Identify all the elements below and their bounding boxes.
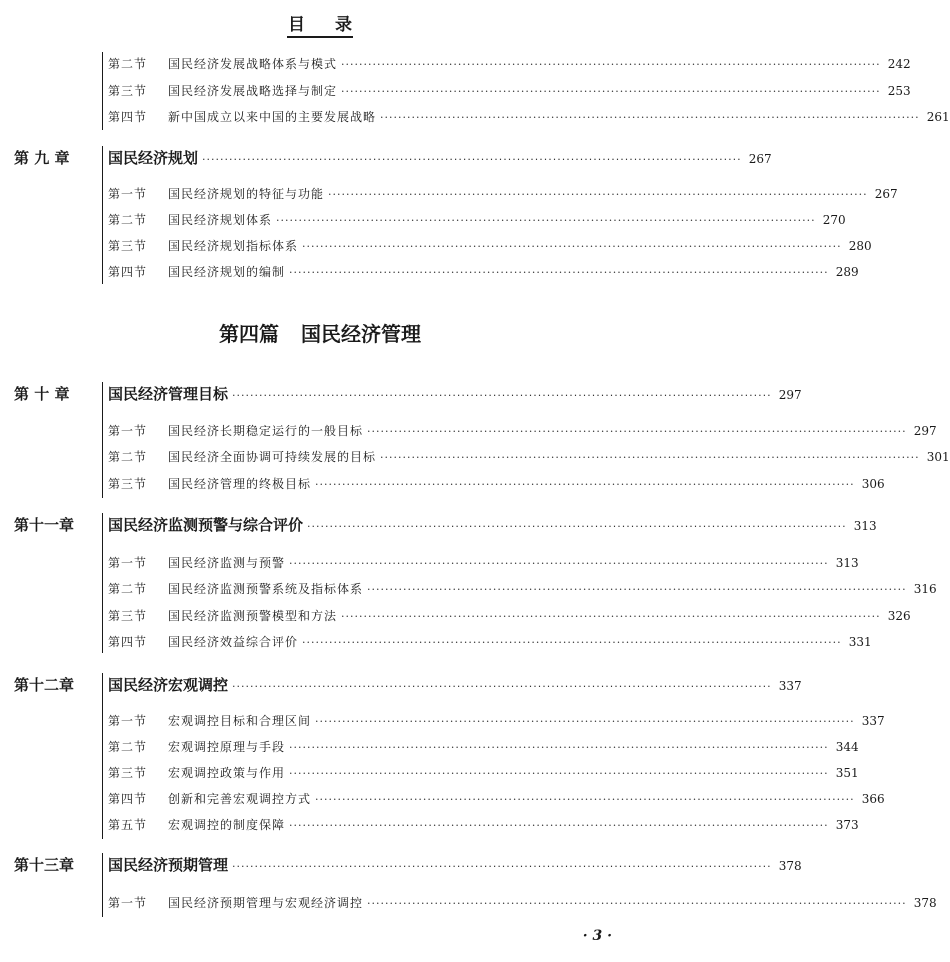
toc-section-row[interactable]: [108, 54, 911, 75]
dot-leader: ························································································································: [232, 860, 772, 873]
toc-chapter-row[interactable]: [108, 148, 772, 170]
chapter-label: 第十二章: [14, 676, 75, 694]
section-number: 第二节: [108, 450, 148, 464]
dot-leader: ························································································································: [380, 111, 920, 124]
dot-leader: ························································································································: [328, 188, 868, 201]
section-title: 国民经济发展战略选择与制定: [168, 84, 338, 98]
toc-chapter-block: [14, 673, 885, 839]
dot-leader: ························································································································: [315, 478, 855, 491]
section-number: 第二节: [108, 57, 148, 71]
section-number: 第四节: [108, 110, 148, 124]
chapter-label: 第 十 章: [14, 385, 70, 403]
dot-leader: ························································································································: [367, 583, 907, 596]
section-title: 国民经济监测与预警: [168, 556, 286, 570]
page-number: 306: [861, 477, 885, 491]
toc-section-row[interactable]: [108, 893, 937, 914]
chapter-label: 第 九 章: [14, 149, 70, 167]
dot-leader: ························································································································: [341, 85, 881, 98]
toc-chapter-row[interactable]: [108, 384, 802, 406]
section-title: 创新和完善宏观调控方式: [168, 792, 312, 806]
page-number: 301: [926, 450, 950, 464]
section-number: 第五节: [108, 818, 148, 832]
toc-section-row[interactable]: [108, 81, 911, 102]
toc-chapter-row[interactable]: [108, 515, 877, 537]
dot-leader: ························································································································: [302, 636, 842, 649]
section-title: 国民经济长期稳定运行的一般目标: [168, 424, 364, 438]
section-number: 第一节: [108, 896, 148, 910]
dot-leader: ························································································································: [289, 557, 829, 570]
page-number: 378: [913, 896, 937, 910]
toc-section-row[interactable]: [108, 236, 872, 257]
section-title: 国民经济管理的终极目标: [168, 477, 312, 491]
section-number: 第三节: [108, 766, 148, 780]
section-number: 第四节: [108, 792, 148, 806]
page-number: 267: [874, 187, 898, 201]
dot-leader: ························································································································: [307, 520, 847, 533]
chapter-label: 第十一章: [14, 516, 75, 534]
chapter-title: 国民经济管理目标: [108, 385, 229, 403]
dot-leader: ························································································································: [289, 266, 829, 279]
toc-section-row[interactable]: [108, 184, 898, 205]
toc-section-row[interactable]: [108, 632, 872, 653]
toc-chapter-block: [14, 146, 898, 286]
page-number: 326: [887, 609, 911, 623]
section-number: 第三节: [108, 477, 148, 491]
page-number: 337: [861, 714, 885, 728]
toc-chapter-block: [14, 853, 937, 917]
page-number: 267: [748, 152, 772, 166]
chapter-label: 第十三章: [14, 856, 75, 874]
toc-section-row[interactable]: [108, 711, 885, 732]
header-rule: [287, 36, 353, 38]
page-number: 280: [848, 239, 872, 253]
section-number: 第二节: [108, 213, 148, 227]
section-title: 新中国成立以来中国的主要发展战略: [168, 110, 377, 124]
toc-section-row[interactable]: [108, 737, 859, 758]
toc-section-row[interactable]: [108, 553, 859, 574]
section-title: 宏观调控的制度保障: [168, 818, 286, 832]
header-title-char-1: 目: [288, 15, 305, 35]
page-number: 253: [887, 84, 911, 98]
page-number: 261: [926, 110, 950, 124]
toc-section-row[interactable]: [108, 107, 950, 128]
toc-continued-block: [14, 50, 950, 130]
dot-leader: ························································································································: [315, 715, 855, 728]
toc-vertical-rule: [102, 513, 103, 653]
toc-section-row[interactable]: [108, 763, 859, 784]
page-number: 344: [835, 740, 859, 754]
chapter-title: 国民经济监测预警与综合评价: [108, 516, 304, 534]
page-header: [0, 10, 640, 35]
part-name: 国民经济管理: [301, 322, 421, 346]
dot-leader: ························································································································: [341, 58, 881, 71]
dot-leader: ························································································································: [289, 819, 829, 832]
page-number: 366: [861, 792, 885, 806]
dot-leader: ························································································································: [232, 389, 772, 402]
chapter-title: 国民经济规划: [108, 149, 199, 167]
section-number: 第一节: [108, 187, 148, 201]
dot-leader: ························································································································: [276, 214, 816, 227]
toc-section-row[interactable]: [108, 447, 950, 468]
page-number: 242: [887, 57, 911, 71]
section-number: 第三节: [108, 84, 148, 98]
section-title: 国民经济监测预警系统及指标体系: [168, 582, 364, 596]
toc-vertical-rule: [102, 673, 103, 839]
page-number: 331: [848, 635, 872, 649]
section-title: 国民经济规划的特征与功能: [168, 187, 325, 201]
toc-section-row[interactable]: [108, 606, 911, 627]
page-footer-number: · 3 ·: [582, 928, 612, 944]
page-number: 378: [778, 859, 802, 873]
section-title: 国民经济效益综合评价: [168, 635, 299, 649]
dot-leader: ························································································································: [367, 425, 907, 438]
toc-section-row[interactable]: [108, 579, 937, 600]
header-title-char-2: 录: [335, 15, 352, 35]
section-number: 第二节: [108, 740, 148, 754]
chapter-title: 国民经济预期管理: [108, 856, 229, 874]
section-title: 国民经济发展战略体系与模式: [168, 57, 338, 71]
toc-section-row[interactable]: [108, 262, 859, 283]
dot-leader: ························································································································: [380, 451, 920, 464]
section-title: 国民经济监测预警模型和方法: [168, 609, 338, 623]
toc-section-row[interactable]: [108, 210, 846, 231]
toc-chapter-row[interactable]: [108, 675, 802, 697]
toc-chapter-block: [14, 382, 950, 498]
dot-leader: ························································································································: [367, 897, 907, 910]
section-number: 第四节: [108, 635, 148, 649]
section-title: 宏观调控政策与作用: [168, 766, 286, 780]
section-number: 第二节: [108, 582, 148, 596]
page-number: 313: [853, 519, 877, 533]
page-number: 373: [835, 818, 859, 832]
section-number: 第三节: [108, 609, 148, 623]
section-number: 第一节: [108, 556, 148, 570]
page-number: 313: [835, 556, 859, 570]
page-number: 351: [835, 766, 859, 780]
section-title: 国民经济规划的编制: [168, 265, 286, 279]
toc-vertical-rule: [102, 146, 103, 284]
dot-leader: ························································································································: [202, 153, 742, 166]
dot-leader: ························································································································: [315, 793, 855, 806]
section-title: 国民经济预期管理与宏观经济调控: [168, 896, 364, 910]
toc-section-row[interactable]: [108, 474, 885, 495]
page-number: 337: [778, 679, 802, 693]
dot-leader: ························································································································: [289, 741, 829, 754]
section-number: 第一节: [108, 714, 148, 728]
section-title: 国民经济规划体系: [168, 213, 273, 227]
section-title: 国民经济规划指标体系: [168, 239, 299, 253]
page-number: 270: [822, 213, 846, 227]
part-title: [0, 318, 640, 347]
section-title: 宏观调控原理与手段: [168, 740, 286, 754]
page-number: 316: [913, 582, 937, 596]
section-title: 国民经济全面协调可持续发展的目标: [168, 450, 377, 464]
toc-chapter-row[interactable]: [108, 855, 802, 877]
page-number: 289: [835, 265, 859, 279]
page-number: 297: [913, 424, 937, 438]
toc-section-row[interactable]: [108, 421, 937, 442]
page-number: 297: [778, 388, 802, 402]
section-number: 第一节: [108, 424, 148, 438]
toc-vertical-rule: [102, 382, 103, 498]
section-number: 第四节: [108, 265, 148, 279]
section-title: 宏观调控目标和合理区间: [168, 714, 312, 728]
chapter-title: 国民经济宏观调控: [108, 676, 229, 694]
dot-leader: ························································································································: [341, 610, 881, 623]
toc-vertical-rule: [102, 52, 103, 130]
toc-section-row[interactable]: [108, 789, 885, 810]
toc-chapter-block: [14, 513, 937, 653]
part-number: 第四篇: [219, 322, 279, 346]
section-number: 第三节: [108, 239, 148, 253]
dot-leader: ························································································································: [289, 767, 829, 780]
toc-section-row[interactable]: [108, 815, 859, 836]
toc-vertical-rule: [102, 853, 103, 917]
dot-leader: ························································································································: [302, 240, 842, 253]
dot-leader: ························································································································: [232, 680, 772, 693]
